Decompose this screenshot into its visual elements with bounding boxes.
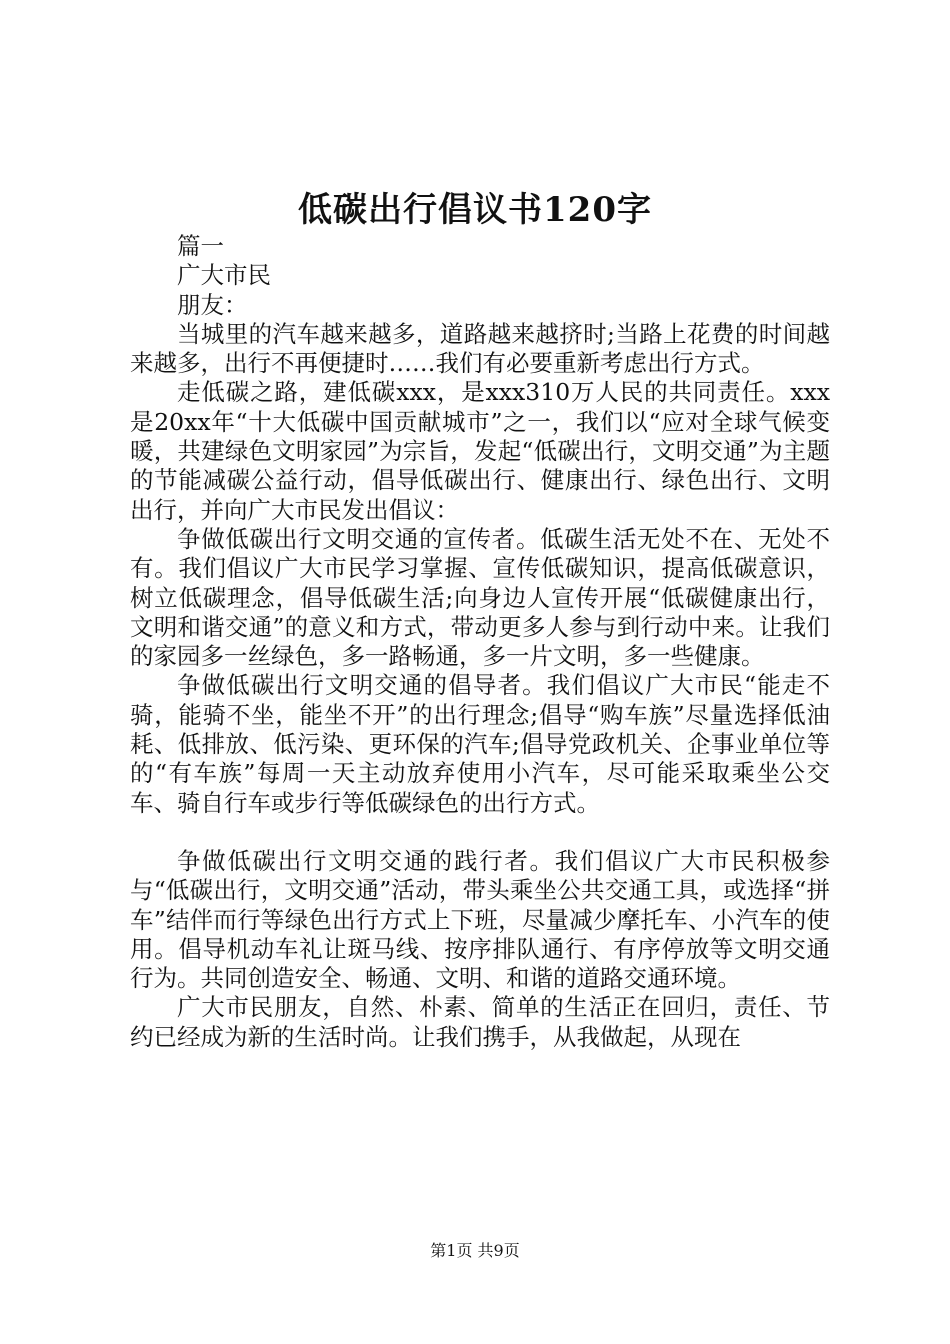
- paragraph-advocate: 争做低碳出行文明交通的倡导者。我们倡议广大市民“能走不骑，能骑不坐，能坐不开”的出行理念;倡导“购车族”尽量选择低油耗、低排放、低污染、更环保的汽车;倡导党政机关、企事业单位等的“有车族”每周一天主动放弃使用小汽车，尽可能采取乘坐公交车、骑自行车或步行等低碳绿色的出行方式。: [130, 671, 830, 817]
- salutation-line-2: 朋友：: [177, 290, 248, 319]
- document-title: 低碳出行倡议书120字: [298, 190, 652, 230]
- paragraph-closing: 广大市民朋友，自然、朴素、简单的生活正在回归，责任、节约已经成为新的生活时尚。让我们携手，从我做起，从现在: [130, 993, 830, 1051]
- document-body: [130, 232, 830, 1052]
- page-footer: 第1页 共9页: [430, 1241, 520, 1260]
- paragraph-practitioner: 争做低碳出行文明交通的践行者。我们倡议广大市民积极参与“低碳出行，文明交通”活动，带头乘坐公共交通工具，或选择“拼车”结伴而行等绿色出行方式上下班，尽量减少摩托车、小汽车的使用。倡导机动车礼让斑马线、按序排队通行、有序停放等文明交通行为。共同创造安全、畅通、文明、和谐的道路交通环境。: [130, 846, 830, 993]
- paragraph-intro: 当城里的汽车越来越多，道路越来越挤时;当路上花费的时间越来越多，出行不再便捷时……我们有必要重新考虑出行方式。: [130, 319, 830, 378]
- salutation-line-1: 广大市民: [177, 261, 271, 290]
- paragraph-promoter: 争做低碳出行文明交通的宣传者。低碳生活无处不在、无处不有。我们倡议广大市民学习掌握、宣传低碳知识，提高低碳意识，树立低碳理念，倡导低碳生活;向身边人宣传开展“低碳健康出行，文明和谐交通”的意义和方式，带动更多人参与到行动中来。让我们的家园多一丝绿色，多一路畅通，多一片文明，多一些健康。: [130, 524, 830, 671]
- paragraph-background: 走低碳之路，建低碳xxx，是xxx310万人民的共同责任。xxx是20xx年“十大低碳中国贡献城市”之一，我们以“应对全球气候变暖，共建绿色文明家园”为宗旨，发起“低碳出行，文明交通”为主题的节能减碳公益行动，倡导低碳出行、健康出行、绿色出行、文明出行，并向广大市民发出倡议：: [130, 378, 830, 524]
- section-heading: 篇一: [177, 232, 224, 260]
